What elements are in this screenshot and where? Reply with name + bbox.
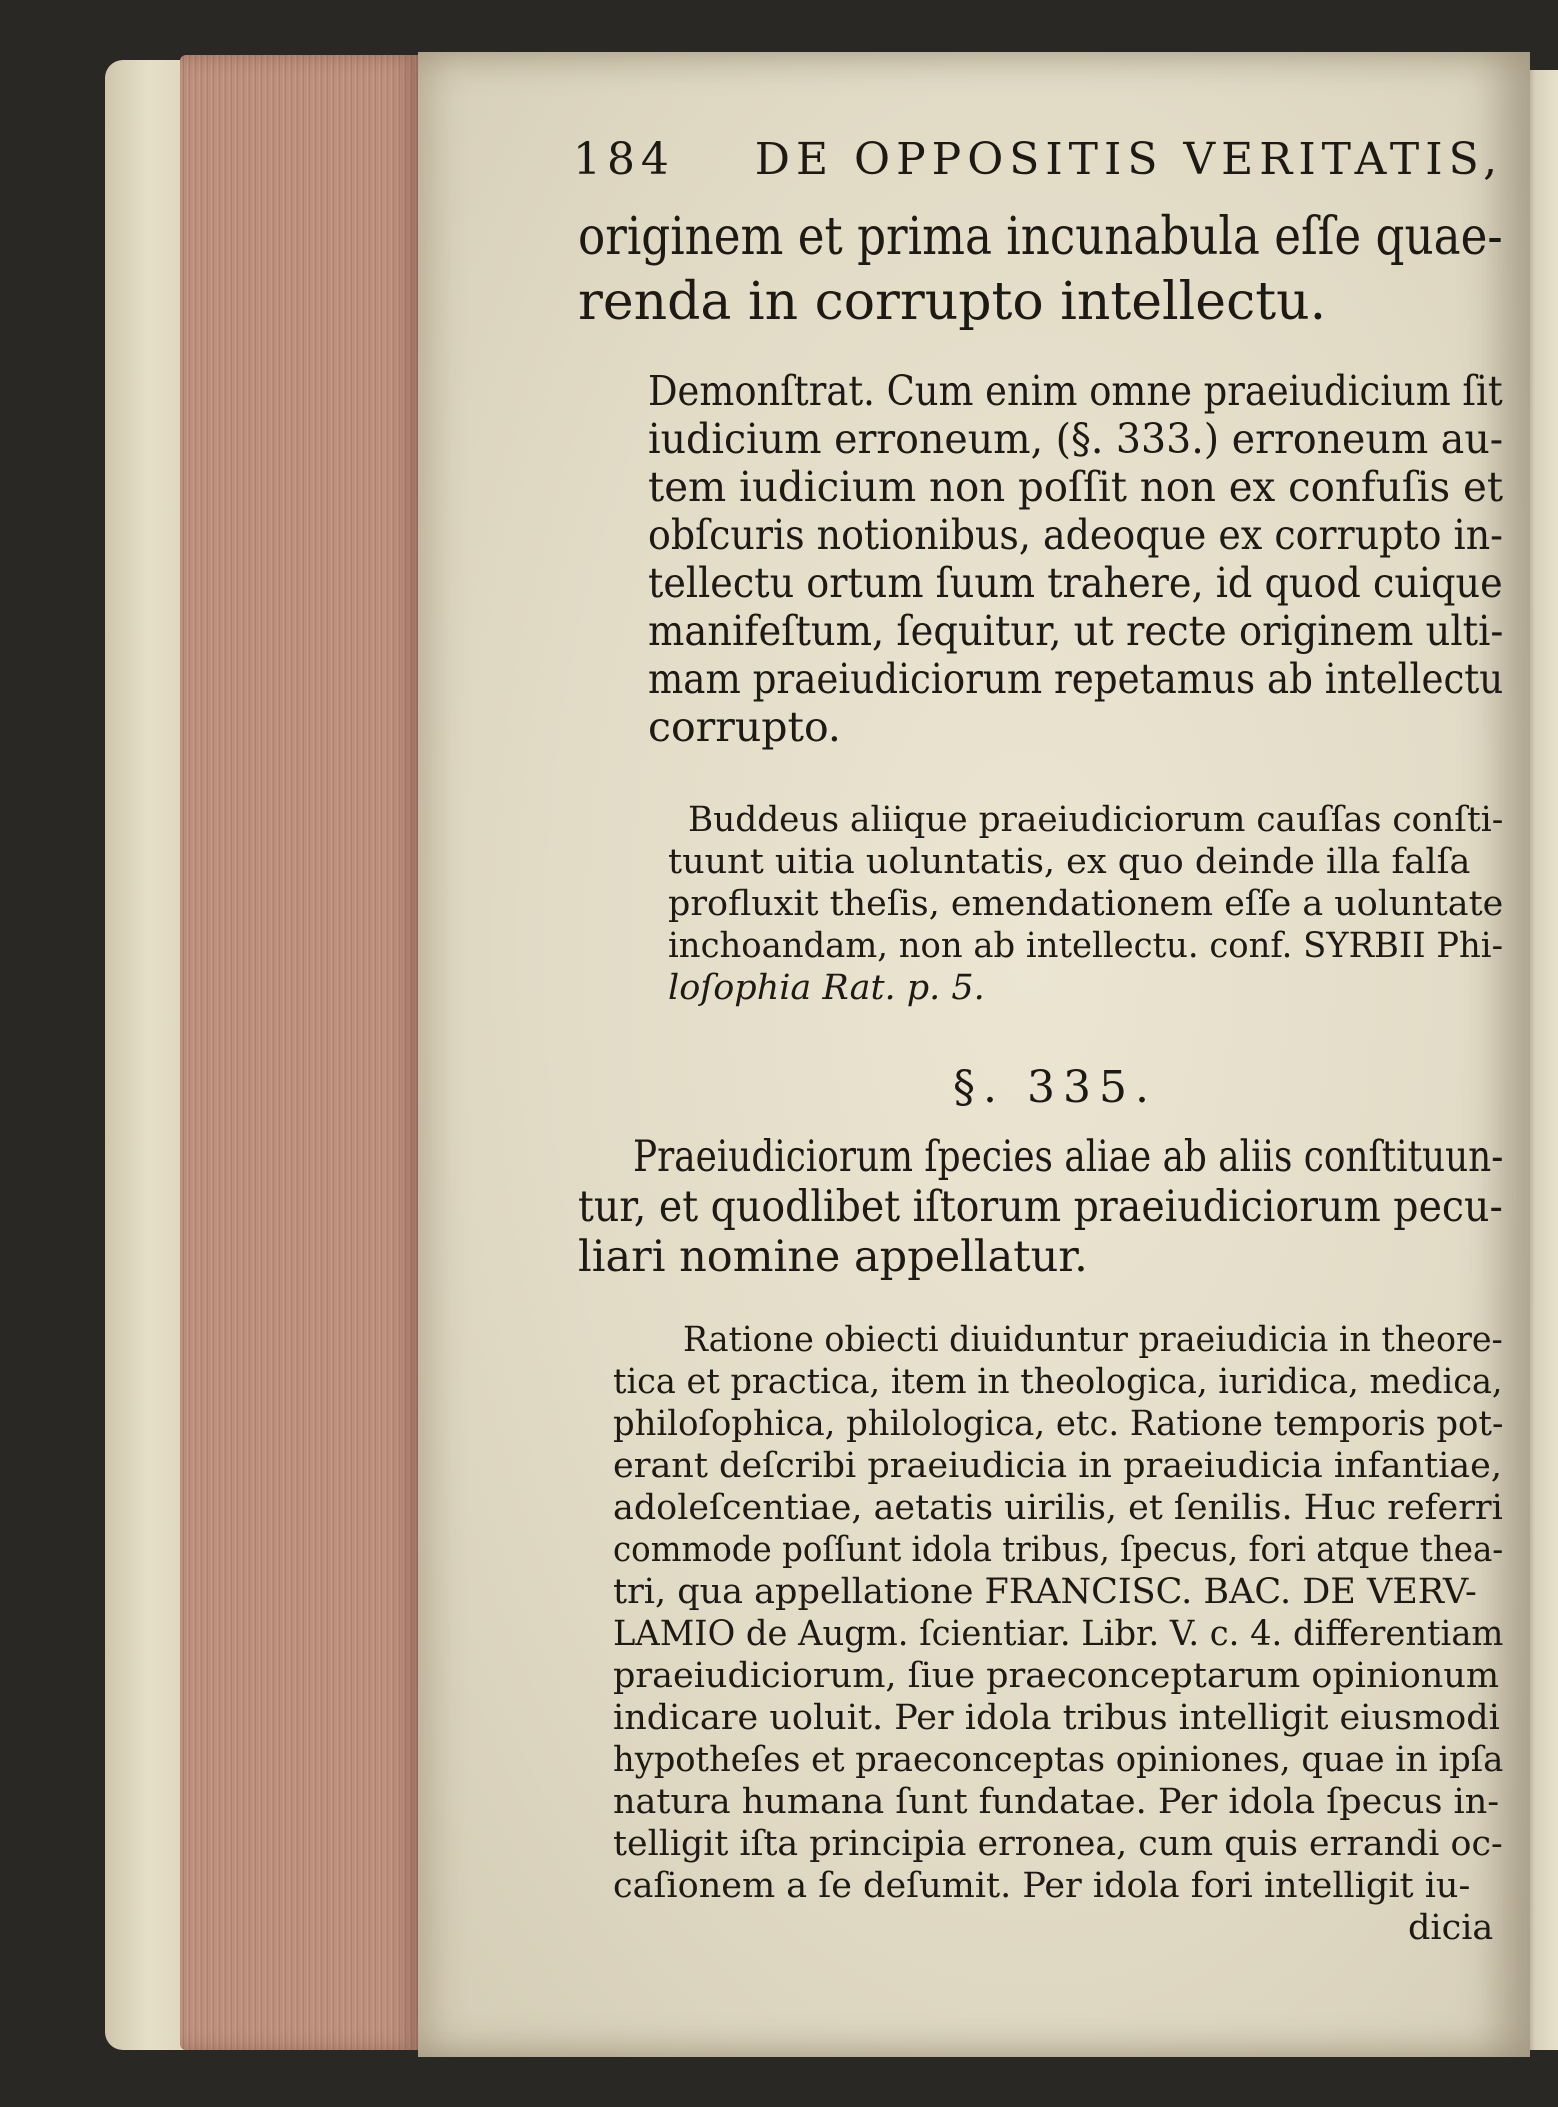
theorem-line: renda in corrupto intellectu. (578, 272, 1327, 332)
page-stack-edges (180, 55, 420, 2050)
note-line: Buddeus aliique praeiudiciorum cauſſas conſti- (688, 800, 1504, 840)
demonstration-line: iudicium erroneum, (§. 333.) erroneum au- (648, 415, 1504, 463)
scholium-line: praeiudiciorum, ſiue praeconceptarum opinionum (613, 1656, 1500, 1696)
demonstration-line: mam praeiudiciorum repetamus ab intellectu (648, 655, 1504, 703)
page-number: 184 (573, 134, 675, 185)
note-line: loſophia Rat. p. 5. (668, 968, 985, 1008)
section-line: liari nomine appellatur. (578, 1232, 1088, 1282)
note-line: tuunt uitia uoluntatis, ex quo deinde illa falſa (668, 842, 1471, 882)
demonstration-line: Demonſtrat. Cum enim omne praeiudicium ſit (648, 367, 1503, 415)
demonstration-line: tem iudicium non poſſit non ex confuſis et (648, 463, 1504, 511)
note-line: inchoandam, non ab intellectu. conf. SYRBII Phi- (668, 926, 1504, 966)
scholium-line: indicare uoluit. Per idola tribus intelligit eiusmodi (613, 1698, 1500, 1738)
note-line: profluxit theſis, emendationem eſſe a uoluntate (668, 884, 1504, 924)
scholium-line: erant deſcribi praeiudicia in praeiudicia infantiae, (613, 1446, 1502, 1486)
scholium-catchword: dicia (1408, 1908, 1494, 1948)
section-number: §. 335. (953, 1062, 1157, 1113)
running-head (573, 134, 1503, 185)
section-line: Praeiudiciorum ſpecies aliae ab aliis conſtituun- (633, 1132, 1504, 1182)
scholium-line: tri, qua appellatione FRANCISC. BAC. DE VERV- (613, 1572, 1477, 1612)
theorem-line: originem et prima incunabula eſſe quae- (578, 207, 1503, 267)
section-line: tur, et quodlibet iſtorum praeiudiciorum pecu- (578, 1182, 1503, 1232)
demonstration-line: corrupto. (648, 703, 841, 751)
demonstration-line: tellectu ortum ſuum trahere, id quod cuique (648, 559, 1503, 607)
scholium-line: tica et practica, item in theologica, iuridica, medica, (613, 1362, 1503, 1402)
scholium-line: philoſophica, philologica, etc. Ratione temporis pot- (613, 1404, 1504, 1444)
scholium-line: adoleſcentiae, aetatis uirilis, et ſenilis. Huc referri (613, 1488, 1503, 1528)
scholium-line: caſionem a ſe deſumit. Per idola fori intelligit iu- (613, 1866, 1471, 1906)
scholium-line: natura humana ſunt fundatae. Per idola ſpecus in- (613, 1782, 1500, 1822)
scholium-line: commode poſſunt idola tribus, ſpecus, fori atque thea- (613, 1530, 1504, 1570)
book-page (418, 52, 1530, 2057)
scholium-line: Ratione obiecti diuiduntur praeiudicia in theore- (683, 1320, 1503, 1360)
demonstration-line: manifeſtum, ſequitur, ut recte originem ulti- (648, 607, 1504, 655)
demonstration-line: obſcuris notionibus, adeoque ex corrupto in- (648, 511, 1503, 559)
scholium-line: telligit iſta principia erronea, cum quis errandi oc- (613, 1824, 1503, 1864)
running-title: DE OPPOSITIS VERITATIS, (754, 134, 1504, 185)
scholium-line: LAMIO de Augm. ſcientiar. Libr. V. c. 4. differentiam (613, 1614, 1504, 1654)
page-text-block (418, 52, 1530, 2057)
scholium-line: hypotheſes et praeconceptas opiniones, quae in ipſa (613, 1740, 1504, 1780)
